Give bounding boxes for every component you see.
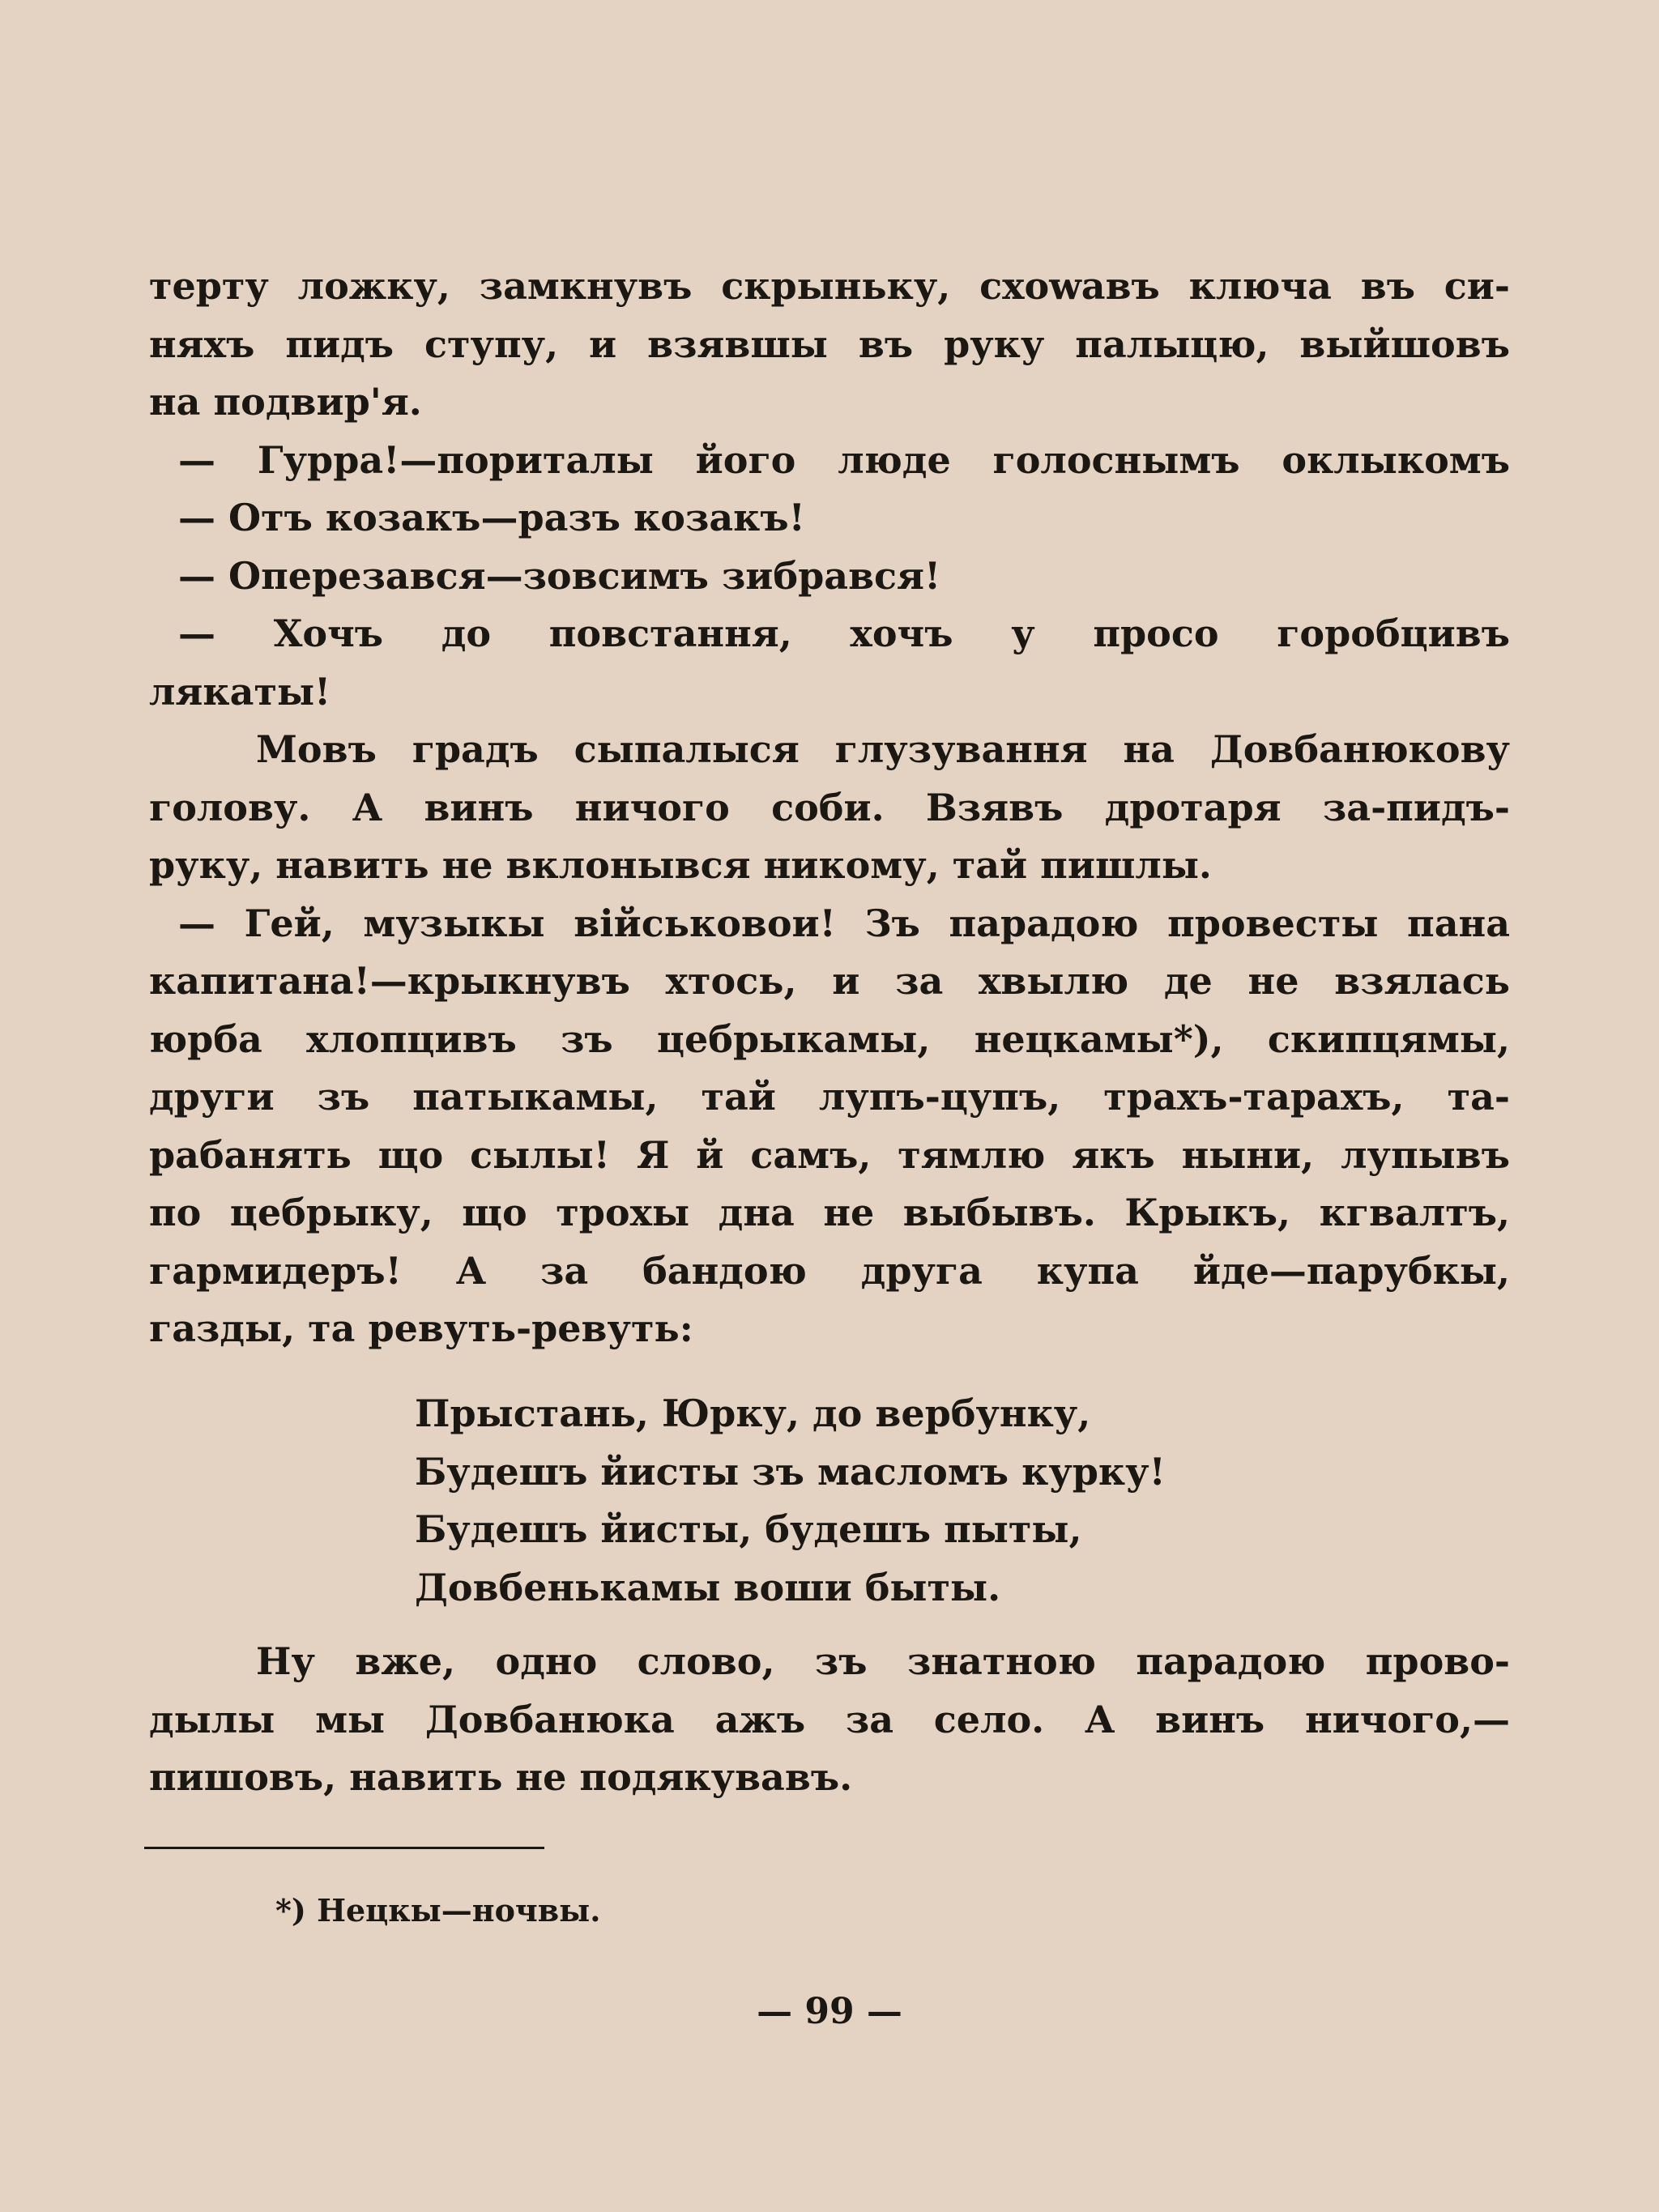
footnote: *) Нецкы—ночвы. (275, 1892, 601, 1929)
footnote-divider (144, 1847, 544, 1849)
closing-paragraph (149, 1633, 1510, 1807)
text-line: на подвир'я. (149, 380, 422, 424)
exclamation-line: — Хочъ до повстання, хочъ у просо горобцивъ (178, 612, 1510, 655)
text-line: руку, навить не вклонывся никому, тай пишлы. (149, 843, 1212, 887)
page-number: — 99 — (757, 1991, 902, 2032)
text-line: — Гей, музыкы військовои! Зъ парадою провесты пана (178, 901, 1510, 945)
verse-line: Прыстань, Юрку, до вербунку, (415, 1392, 1091, 1435)
text-line: капитана!—крыкнувъ хтось, и за хвылю де не взялась (149, 959, 1510, 1003)
text-line: по цебрыку, що трохы дна не выбывъ. Крыкъ, кгвалтъ, (149, 1191, 1510, 1234)
text-line: терту ложку, замкнувъ скрыньку, схowавъ ключа въ си- (149, 264, 1510, 308)
text-line: няхъ пидъ ступу, и взявшы въ руку палыцю, выйшовъ (149, 322, 1510, 366)
verse-line: Будешъ йисты зъ масломъ курку! (415, 1449, 1166, 1494)
exclamation-line: — Гурра!—поритaлы його люде голоснымъ оклыкомъ (178, 437, 1510, 482)
main-text (149, 258, 1510, 1358)
verse-line: Будешъ йисты, будешъ пыты, (415, 1507, 1082, 1551)
text-line: дылы мы Довбанюка ажъ за село. А винъ ничого,— (149, 1697, 1510, 1741)
text-line: голову. А винъ ничого соби. Взявъ дротаря за-пидъ- (149, 785, 1510, 829)
text-line: други зъ патыкамы, тай лупъ-цупъ, трахъ-тарахъ, та- (149, 1075, 1510, 1119)
text-line: рабанять що сылы! Я й самъ, тямлю якъ ныни, лупывъ (149, 1132, 1510, 1177)
text-line: пишовъ, навить не подякувавъ. (149, 1755, 853, 1799)
text-line: Ну вже, одно слово, зъ знатною парадою прово- (256, 1639, 1510, 1683)
text-line: Мовъ градъ сыпалыся глузування на Довбанюкову (256, 727, 1510, 771)
exclamation-line: — Оперезався—зовсимъ зибрався! (178, 553, 941, 598)
verse-line: Довбенькамы воши быты. (415, 1565, 1001, 1609)
text-line: гармидеръ! А за бандою друга купа йде—парубкы, (149, 1248, 1510, 1293)
text-line: юрба хлопцивъ зъ цебрыкамы, нецкамы*), скипцямы, (149, 1016, 1510, 1061)
exclamation-line: — Отъ козакъ—разъ козакъ! (178, 496, 805, 539)
text-line: газды, та ревуть-ревуть: (149, 1306, 693, 1350)
verse-block (415, 1385, 1166, 1617)
exclamation-line: лякаты! (149, 669, 331, 714)
